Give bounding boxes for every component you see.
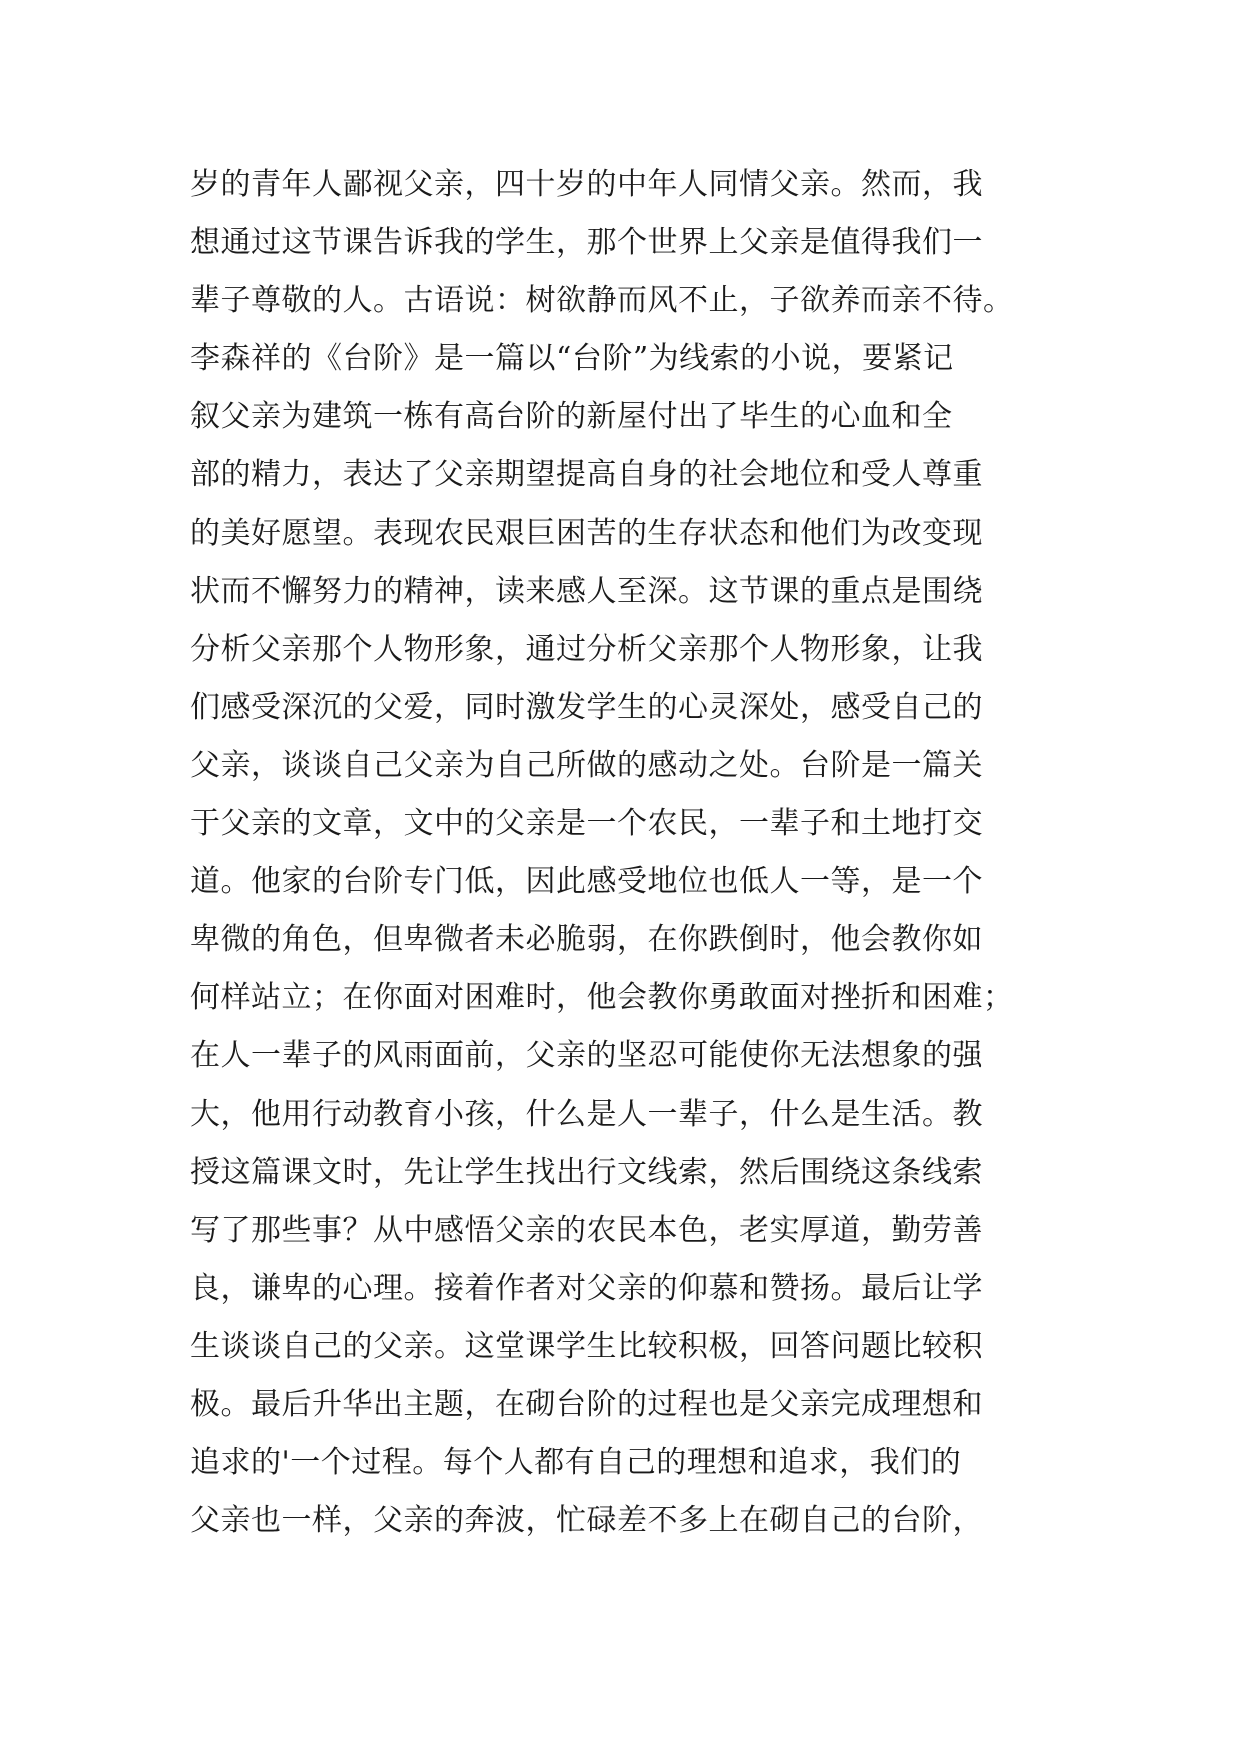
text-line: 于父亲的文章，文中的父亲是一个农民，一辈子和土地打交 <box>190 806 983 842</box>
text-line: 极。最后升华出主题，在砌台阶的过程也是父亲完成理想和 <box>190 1386 983 1422</box>
text-line: 的美好愿望。表现农民艰巨困苦的生存状态和他们为改变现 <box>190 515 983 551</box>
text-line: 卑微的角色，但卑微者未必脆弱，在你跌倒时，他会教你如 <box>190 922 983 958</box>
text-line: 追求的'一个过程。每个人都有自己的理想和追求，我们的 <box>190 1445 962 1481</box>
text-line: 大，他用行动教育小孩，什么是人一辈子，什么是生活。教 <box>190 1096 983 1132</box>
text-line: 想通过这节课告诉我的学生，那个世界上父亲是值得我们一 <box>190 225 983 261</box>
text-line: 写了那些事？从中感悟父亲的农民本色，老实厚道，勤劳善 <box>190 1212 983 1248</box>
text-line: 李森祥的《台阶》是一篇以“台阶”为线索的小说，要紧记 <box>190 341 954 377</box>
text-line: 授这篇课文时，先让学生找出行文线索，然后围绕这条线索 <box>190 1154 983 1190</box>
text-line: 父亲，谈谈自己父亲为自己所做的感动之处。台阶是一篇关 <box>190 747 983 783</box>
text-line: 部的精力，表达了父亲期望提高自身的社会地位和受人尊重 <box>190 457 983 493</box>
text-line: 分析父亲那个人物形象，通过分析父亲那个人物形象，让我 <box>190 631 983 667</box>
text-line: 们感受深沉的父爱，同时激发学生的心灵深处，感受自己的 <box>190 689 983 725</box>
text-line: 辈子尊敬的人。古语说：树欲静而风不止，子欲养而亲不待。 <box>190 283 1014 319</box>
text-line: 状而不懈努力的精神，读来感人至深。这节课的重点是围绕 <box>190 573 983 609</box>
text-line: 在人一辈子的风雨面前，父亲的坚忍可能使你无法想象的强 <box>190 1038 983 1074</box>
text-line: 生谈谈自己的父亲。这堂课学生比较积极，回答问题比较积 <box>190 1328 983 1364</box>
text-line: 父亲也一样，父亲的奔波，忙碌差不多上在砌自己的台阶， <box>190 1503 983 1539</box>
text-line: 何样站立；在你面对困难时，他会教你勇敢面对挫折和困难； <box>190 980 1014 1016</box>
text-line: 岁的青年人鄙视父亲，四十岁的中年人同情父亲。然而，我 <box>190 167 983 202</box>
body-text <box>190 156 1070 1550</box>
text-line: 叙父亲为建筑一栋有高台阶的新屋付出了毕生的心血和全 <box>190 399 953 435</box>
text-line: 良，谦卑的心理。接着作者对父亲的仰慕和赞扬。最后让学 <box>190 1270 983 1306</box>
text-line: 道。他家的台阶专门低，因此感受地位也低人一等，是一个 <box>190 864 983 900</box>
